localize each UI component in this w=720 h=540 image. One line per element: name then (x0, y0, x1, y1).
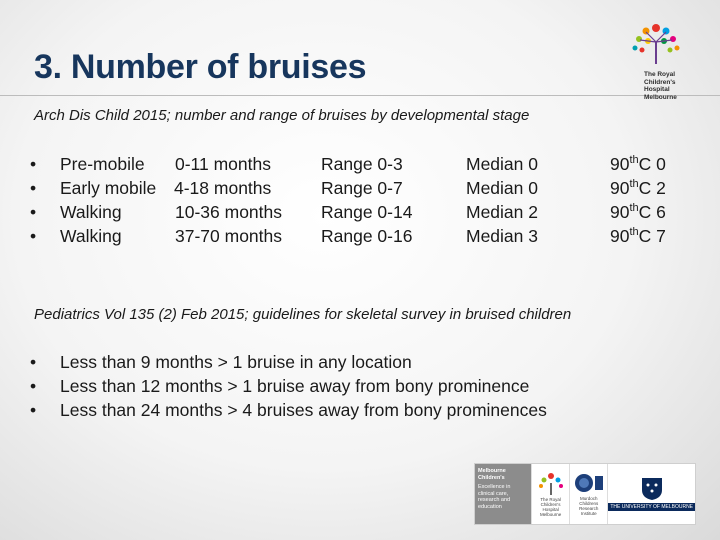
rch-logo (628, 20, 708, 101)
bruise-range: Range 0-14 (321, 202, 413, 222)
bruise-median: Median 0 (466, 154, 538, 174)
criterion-text: Less than 12 months > 1 bruise away from bony prominence (60, 376, 530, 396)
rch-logo-text: The Royal Children's Hospital Melbourne (644, 71, 677, 101)
bruise-median: Median 3 (466, 226, 538, 246)
bruise-median: Median 0 (466, 178, 538, 198)
bullet: • (30, 400, 37, 420)
bullet: • (30, 202, 37, 222)
stats-row (30, 152, 690, 176)
age-range: 37-70 months (175, 226, 283, 246)
rch-partner-logo (531, 464, 569, 524)
title-divider (0, 95, 720, 96)
melbourne-childrens-panel (475, 464, 531, 524)
age-range: 4-18 months (174, 178, 272, 198)
criterion-text: Less than 24 months > 4 bruises away from bony prominences (60, 400, 547, 420)
study-citation: Arch Dis Child 2015; number and range of bruises by developmental stage (34, 107, 530, 124)
stage-label: Early mobile (60, 178, 157, 198)
mcri-globe-icon (574, 472, 604, 494)
bruise-range: Range 0-16 (321, 226, 413, 246)
stats-row (30, 176, 690, 200)
mcri-partner-logo (569, 464, 607, 524)
melbourne-childrens-heading: Melbourne Children's (478, 468, 506, 481)
bruise-90th-centile: 90thC 7 (610, 226, 666, 246)
age-range: 0-11 months (175, 154, 271, 174)
stage-label: Walking (60, 226, 122, 246)
bullet: • (30, 352, 37, 372)
stage-label: Pre-mobile (60, 154, 145, 174)
stage-label: Walking (60, 202, 122, 222)
bullet: • (30, 178, 37, 198)
bullet: • (30, 376, 37, 396)
stats-row (30, 200, 690, 224)
bruise-range: Range 0-7 (321, 178, 403, 198)
stats-row (30, 224, 690, 248)
slide-title: 3. Number of bruises (34, 48, 367, 86)
melbourne-childrens-tagline: Excellence in clinical care, research and education (478, 484, 511, 510)
bullet: • (30, 226, 37, 246)
bruise-stats-list (30, 152, 690, 248)
university-crest-icon (641, 477, 663, 501)
bruise-median: Median 2 (466, 202, 538, 222)
mcri-partner-caption: Murdoch Childrens Research Institute (579, 496, 599, 516)
unimelb-partner-logo (607, 464, 695, 524)
partner-logos-strip (474, 463, 696, 525)
rch-partner-caption: The Royal Children's Hospital Melbourne (539, 497, 562, 517)
age-range: 10-36 months (175, 202, 283, 222)
tree-small-icon (537, 471, 565, 495)
bruise-90th-centile: 90thC 0 (610, 154, 666, 174)
criterion-text: Less than 9 months > 1 bruise in any location (60, 352, 412, 372)
unimelb-caption: THE UNIVERSITY OF MELBOURNE (610, 504, 694, 510)
tree-logo-icon (628, 20, 684, 64)
bullet: • (30, 154, 37, 174)
guideline-citation: Pediatrics Vol 135 (2) Feb 2015; guidelines for skeletal survey in bruised children (34, 306, 572, 323)
bruise-range: Range 0-3 (321, 154, 403, 174)
bruise-90th-centile: 90thC 2 (610, 178, 666, 198)
bruise-90th-centile: 90thC 6 (610, 202, 666, 222)
